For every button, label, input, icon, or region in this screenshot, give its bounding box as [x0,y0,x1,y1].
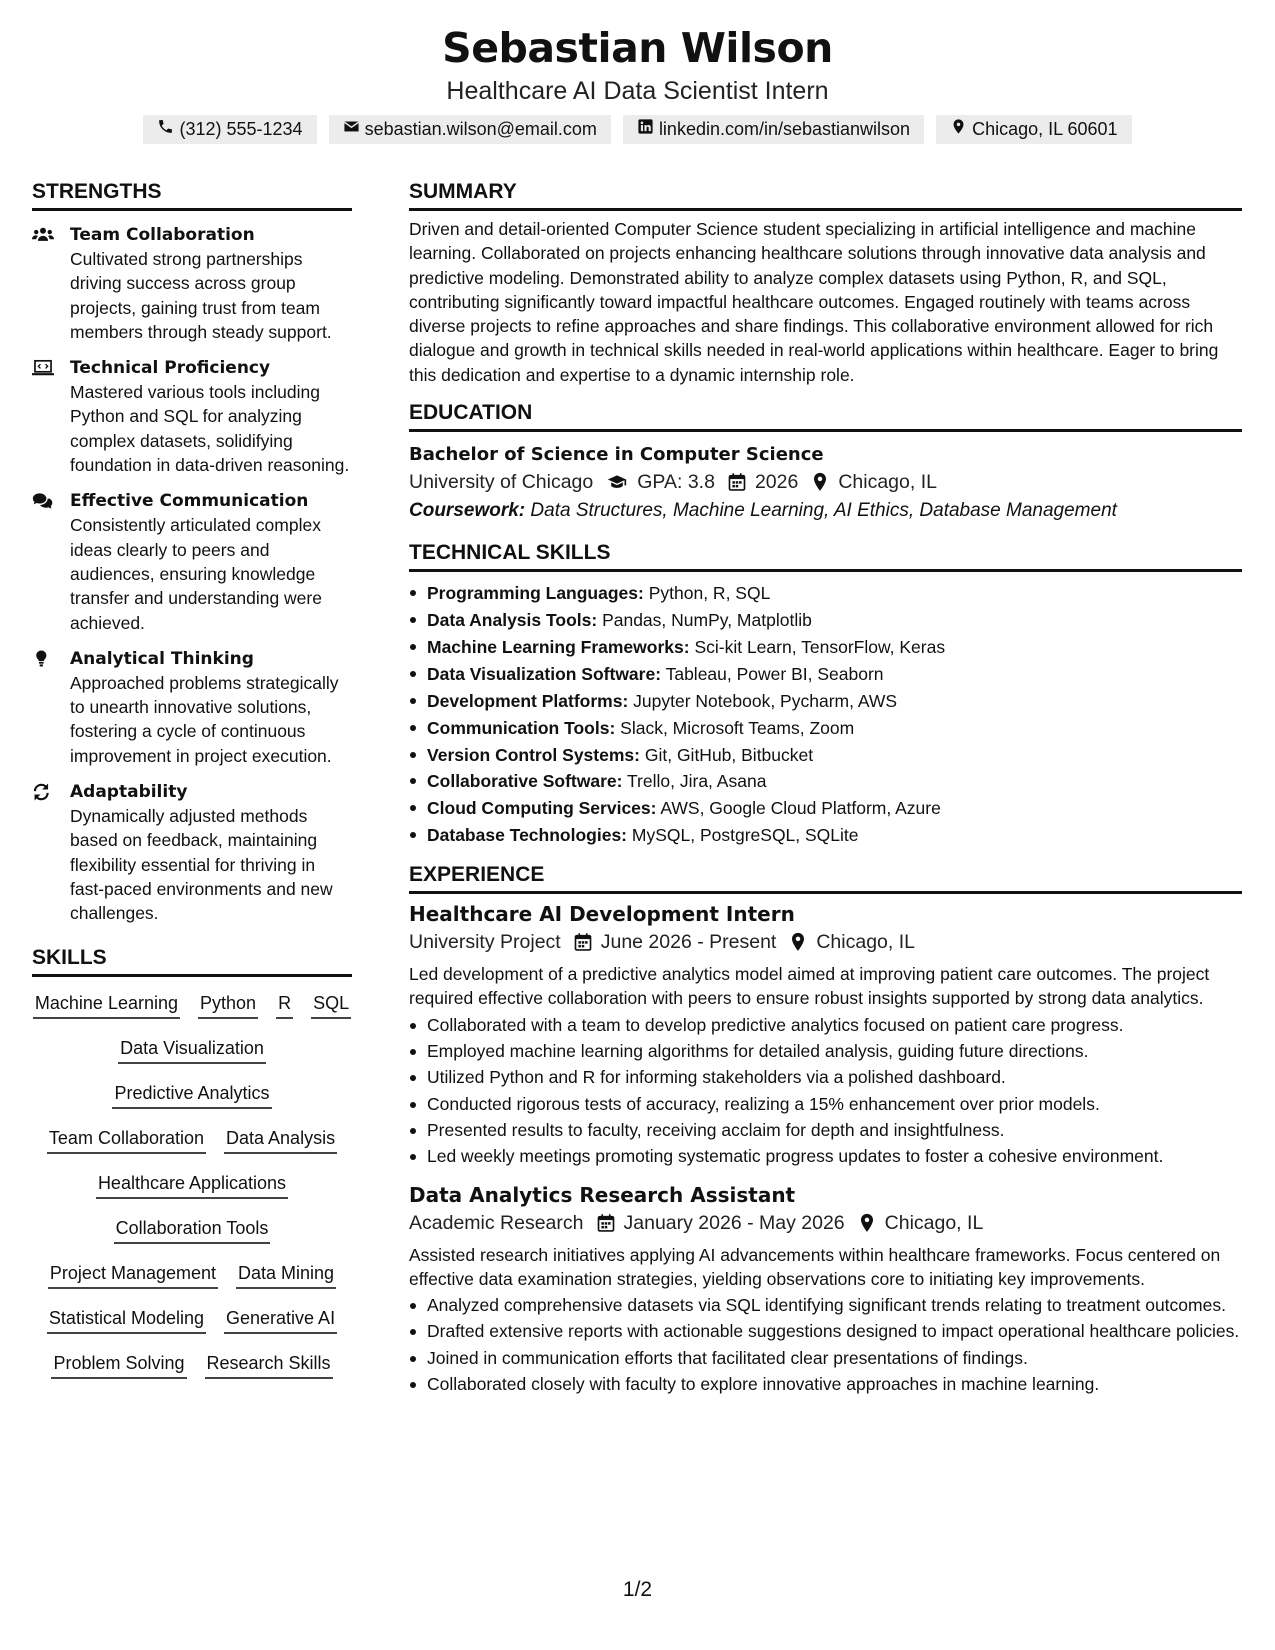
calendar-icon [573,932,593,952]
coursework-label: Coursework: [409,500,526,522]
technical-skills-list [409,580,1242,849]
skill-values: Jupyter Notebook, Pycharm, AWS [633,690,898,711]
calendar-icon [596,1213,616,1233]
job-bullets [409,1293,1242,1396]
coursework-list: Data Structures, Machine Learning, AI Ethics, Database Management [530,500,1117,522]
job-meta [409,1209,1242,1237]
skill-values: Python, R, SQL [648,583,771,604]
education-heading: EDUCATION [409,399,1242,432]
skill-values: AWS, Google Cloud Platform, Azure [660,798,941,819]
strength-name: Analytical Thinking [70,648,254,669]
contact-phone[interactable] [143,115,316,144]
technical-skill-item [409,715,1242,742]
envelope-icon [343,118,360,141]
gpa-text: GPA: 3.8 [637,471,715,494]
experience-entry [409,900,1242,1168]
job-bullet: Joined in communication efforts that facilitated clear presentations of findings. [409,1346,1242,1370]
page-number: 1/2 [622,1578,653,1601]
strength-item [32,647,352,768]
strength-item [32,780,352,925]
skills-heading: SKILLS [32,944,352,977]
strength-desc: Consistently articulated complex ideas clearly to peers and audiences, ensuring knowledge transfer and understanding were achieved. [70,515,322,633]
technical-skill-item [409,661,1242,688]
job-bullet: Collaborated closely with faculty to explore innovative approaches in machine learning. [409,1372,1242,1396]
strength-name: Adaptability [70,782,188,803]
strength-item [32,489,352,634]
skill-category: Collaborative Software: [427,771,623,792]
summary-heading: SUMMARY [409,178,1242,211]
technical-skill-item [409,580,1242,607]
skill-category: Data Analysis Tools: [427,609,598,630]
location-text: Chicago, IL 60601 [972,119,1118,139]
school-name: University of Chicago [409,471,594,494]
map-pin-icon [810,472,830,492]
right-column [409,178,1242,1396]
technical-skills-heading: TECHNICAL SKILLS [409,539,1242,572]
skill-values: Tableau, Power BI, Seaborn [665,663,884,684]
skill-category: Database Technologies: [427,825,628,846]
job-organization: Academic Research [409,1211,584,1234]
sync-icon [32,780,70,925]
candidate-name: Sebastian Wilson [442,24,833,72]
skill-tag: Python [198,991,258,1019]
job-title: Data Analytics Research Assistant [409,1182,796,1207]
technical-skill-item [409,795,1242,822]
strength-name: Technical Proficiency [70,358,271,379]
skill-tag: Problem Solving [51,1351,186,1379]
skill-category: Version Control Systems: [427,744,640,765]
phone-text: (312) 555-1234 [179,119,303,139]
skill-category: Data Visualization Software: [427,663,662,684]
contact-email[interactable] [329,115,611,144]
job-dates: January 2026 - May 2026 [623,1211,845,1234]
strength-desc: Cultivated strong partnerships driving success across group projects, gaining trust from team members through steady support. [70,249,332,342]
map-pin-icon [788,932,808,952]
job-description: Assisted research initiatives applying AI advancements within healthcare frameworks. Focus centered on effective data examination strategies, yielding observations core to initiating key improvements. [409,1244,1221,1289]
skill-tag: SQL [311,991,351,1019]
job-bullet: Utilized Python and R for informing stakeholders via a polished dashboard. [409,1065,1242,1089]
skill-tag: Generative AI [224,1306,337,1334]
comments-icon [32,489,70,634]
skill-category: Cloud Computing Services: [427,798,657,819]
coursework-line [409,496,1242,525]
laptop-code-icon [32,356,70,477]
skill-tag: Healthcare Applications [96,1171,288,1199]
education-meta [409,468,1242,496]
skill-category: Machine Learning Frameworks: [427,636,690,657]
degree-title: Bachelor of Science in Computer Science [409,444,824,466]
graduation-cap-icon [605,472,629,492]
graduation-year: 2026 [754,471,799,494]
skill-tag: R [276,991,293,1019]
strength-name: Team Collaboration [70,225,255,245]
skill-tag: Research Skills [205,1351,333,1379]
strength-desc: Approached problems strategically to unearth innovative solutions, fostering a cycle of continuous improvement in project execution. [70,672,339,766]
skill-values: Sci-kit Learn, TensorFlow, Keras [694,636,946,657]
technical-skill-item [409,607,1242,634]
job-location: Chicago, IL [816,931,915,954]
skill-tag: Team Collaboration [47,1126,206,1154]
linkedin-text: linkedin.com/in/sebastianwilson [658,119,911,139]
job-description: Led development of a predictive analytics model aimed at improving patient care outcomes. The project required effective collaboration with peers to ensure robust insights supported by strong data analytics. [409,964,1210,1009]
skill-values: Slack, Microsoft Teams, Zoom [620,717,855,738]
skill-values: MySQL, PostgreSQL, SQLite [631,825,859,846]
skill-tag: Machine Learning [33,991,180,1019]
job-bullet: Presented results to faculty, receiving acclaim for depth and insightfulness. [409,1118,1242,1142]
skill-values: Pandas, NumPy, Matplotlib [602,609,812,630]
contact-linkedin[interactable] [623,115,924,144]
job-title: Healthcare AI Development Intern [409,902,795,927]
job-dates: June 2026 - Present [600,931,777,954]
experience-heading: EXPERIENCE [409,861,1242,894]
strength-item [32,356,352,477]
skill-values: Git, GitHub, Bitbucket [644,744,814,765]
technical-skill-item [409,688,1242,715]
strength-item [32,223,352,344]
phone-icon [157,118,174,141]
job-meta [409,928,1242,956]
job-organization: University Project [409,931,561,954]
job-bullet: Employed machine learning algorithms for detailed analysis, guiding future directions. [409,1039,1242,1063]
job-location: Chicago, IL [884,1211,984,1234]
job-bullets [409,1013,1242,1169]
map-pin-icon [857,1213,877,1233]
skill-values: Trello, Jira, Asana [627,771,767,792]
skill-category: Communication Tools: [427,717,616,738]
skill-tag: Data Mining [236,1261,336,1289]
map-pin-icon [950,118,967,141]
strength-name: Effective Communication [70,491,309,512]
skill-tag: Data Analysis [224,1126,337,1154]
job-bullet: Analyzed comprehensive datasets via SQL identifying significant trends relating to treatment outcomes. [409,1293,1242,1317]
skill-tag: Predictive Analytics [112,1081,271,1109]
education-location: Chicago, IL [838,471,937,494]
technical-skill-item [409,742,1242,769]
strengths-heading: STRENGTHS [32,178,352,211]
linkedin-icon [637,118,654,141]
skill-tag: Statistical Modeling [47,1306,206,1334]
resume-header [0,22,1275,144]
experience-entry [409,1181,1242,1397]
skill-tag: Collaboration Tools [114,1216,271,1244]
skill-category: Development Platforms: [427,690,629,711]
technical-skill-item [409,822,1242,849]
contact-bar [0,115,1275,144]
strength-desc: Mastered various tools including Python and SQL for analyzing complex datasets, solidifying foundation in data-driven reasoning. [70,382,350,476]
skill-tag: Data Visualization [118,1036,266,1064]
contact-location [936,115,1131,144]
skills-tag-list [32,991,352,1379]
job-bullet: Collaborated with a team to develop predictive analytics focused on patient care progress. [409,1013,1242,1037]
technical-skill-item [409,768,1242,795]
calendar-icon [727,472,747,492]
users-icon [32,223,70,344]
skill-tag: Project Management [48,1261,218,1289]
strength-desc: Dynamically adjusted methods based on feedback, maintaining flexibility essential for thriving in fast-paced environments and new challenges. [70,806,333,924]
technical-skill-item [409,634,1242,661]
left-column [32,178,352,1379]
summary-text: Driven and detail-oriented Computer Science student specializing in artificial intelligence and machine learning. Collaborated on projects enhancing healthcare solutions through innovative data analysis and predictive modeling. Demonstrated ability to analyze complex datasets using Python, R, and SQL, contributing significantly toward impactful healthcare outcomes. Engaged routinely with teams across diverse projects to refine approaches and share findings. This collaborative environment allowed for rich dialogue and growth in technical skills needed in real-world applications within healthcare. Eager to bring this dedication and expertise to a dynamic internship role. [409,219,1219,385]
candidate-title: Healthcare AI Data Scientist Intern [446,77,829,105]
job-bullet: Drafted extensive reports with actionable suggestions designed to impact operational healthcare policies. [409,1319,1242,1343]
job-bullet: Led weekly meetings promoting systematic progress updates to foster a cohesive environment. [409,1144,1242,1168]
job-bullet: Conducted rigorous tests of accuracy, realizing a 15% enhancement over prior models. [409,1092,1242,1116]
lightbulb-icon [32,647,70,768]
skill-category: Programming Languages: [427,583,644,604]
email-text: sebastian.wilson@email.com [364,119,597,139]
